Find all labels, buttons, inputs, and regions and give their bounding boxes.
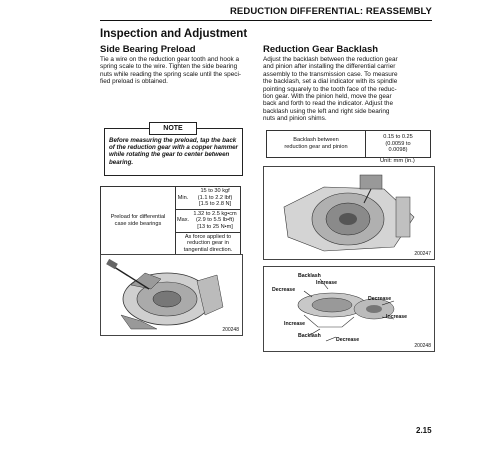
figure-code: 200247: [414, 251, 431, 257]
page-header: [100, 6, 432, 21]
backlash-table: [266, 130, 431, 158]
spring-scale-illustration: [101, 255, 242, 335]
dial-indicator-illustration: [264, 167, 434, 259]
label-decrease-bottom: Decrease: [336, 337, 360, 343]
figure-code: 200248: [222, 327, 239, 333]
min-value: 15 to 30 kgf (1.1 to 2.2 lbf) [1.5 to 2.8 N]: [190, 187, 240, 210]
figure-code: 200248: [414, 343, 431, 349]
backlash-heading: Reduction Gear Backlash: [263, 44, 379, 55]
label-decrease-left: Decrease: [272, 287, 296, 293]
max-value: 1.32 to 2.5 kg•cm (2.9 to 5.5 lb•ft) [13 to 25 N•m]: [190, 209, 240, 232]
main-heading: Inspection and Adjustment: [100, 28, 248, 40]
label-decrease-right: Decrease: [368, 296, 392, 302]
max-label: Max.: [176, 209, 191, 232]
backlash-adjust-figure: [263, 266, 435, 352]
min-label: Min.: [176, 187, 191, 210]
backlash-label-cell: Backlash between reduction gear and pinion: [267, 131, 366, 158]
side-bearing-paragraph: Tie a wire on the reduction gear tooth and hook a spring scale to the wire. Tighten the side bearing nuts while reading the spring scale until the speci- fied preload is obtained.: [100, 56, 242, 86]
note-text: Before measuring the preload, tap the back of the reduction gear with a copper hammer while rotating the gear to center between bearing.: [109, 137, 238, 166]
label-backlash-top: Backlash: [298, 273, 321, 279]
force-note: As force applied to reduction gear in tangential direction.: [176, 232, 241, 255]
label-increase-right: Increase: [386, 314, 408, 320]
side-bearing-heading: Side Bearing Preload: [100, 44, 196, 55]
label-increase-bottom: Increase: [284, 321, 306, 327]
unit-text: Unit: mm (in.): [380, 158, 415, 164]
backlash-paragraph: Adjust the backlash between the reduction gear and pinion after installing the differential carrier assembly to the transmission case. To measure the backlash, set a dial indicator with its spindle pointing squarely to the tooth face of the reduc- tion gear. With the pinion held, move the gear back and forth to read the indicator. Adjust the backlash using the left and right side bearing nuts and pinion shims.: [263, 56, 398, 123]
page-number: 2.15: [416, 426, 432, 435]
preload-label-cell: Preload for differential case side bearings: [101, 187, 176, 255]
dial-indicator-figure: [263, 166, 435, 260]
note-label: NOTE: [149, 122, 197, 135]
preload-table: [100, 186, 241, 255]
label-increase-top: Increase: [316, 280, 338, 286]
label-backlash-bottom: Backlash: [298, 333, 321, 339]
header-title: REDUCTION DIFFERENTIAL: REASSEMBLY: [229, 6, 432, 17]
note-box: [104, 125, 243, 176]
backlash-value-cell: 0.15 to 0.25 (0.0059 to 0.0098): [366, 131, 431, 158]
spring-scale-figure: [100, 254, 243, 336]
